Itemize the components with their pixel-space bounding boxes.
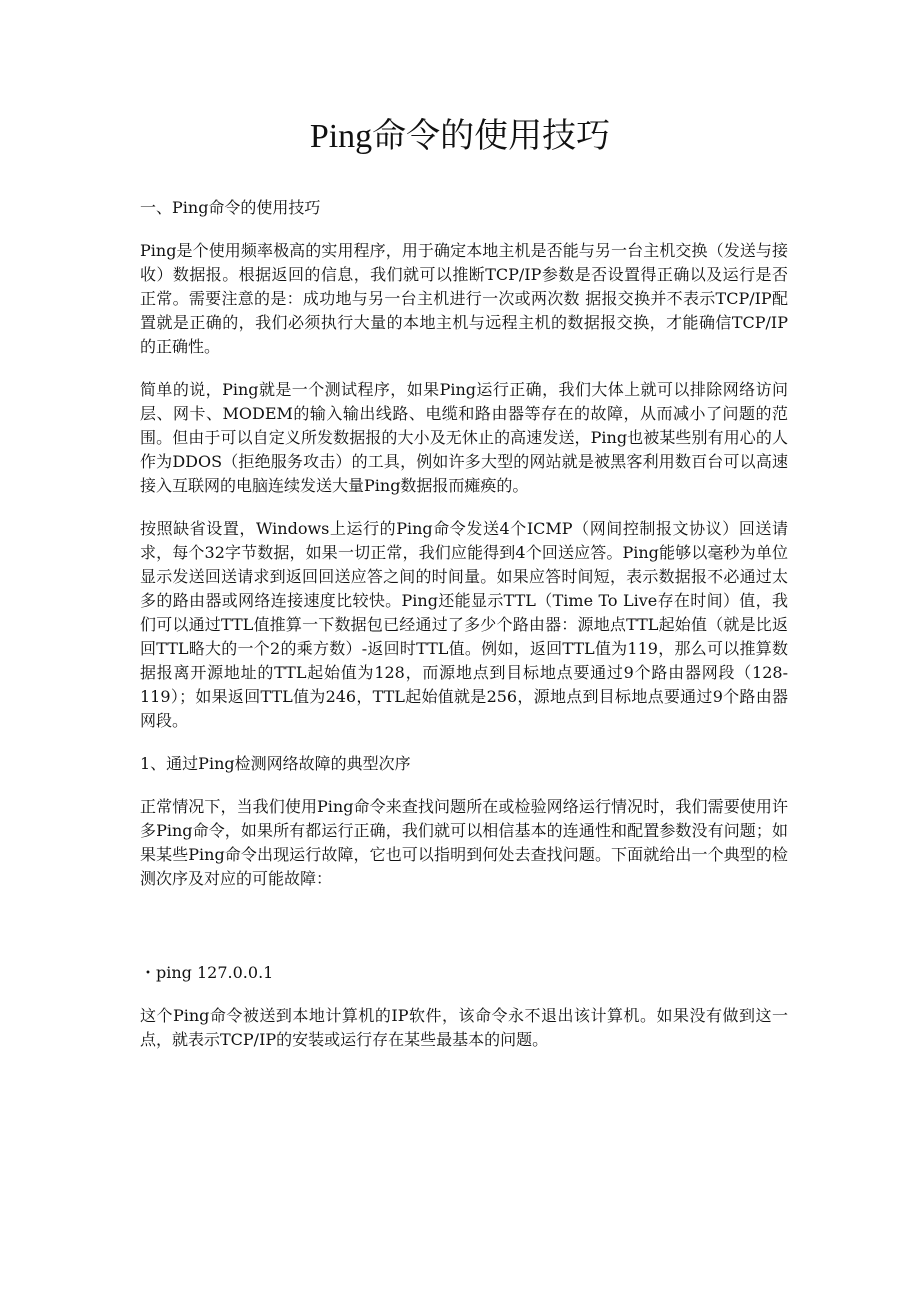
blank-spacer	[140, 910, 788, 961]
paragraph-typical-order: 正常情况下，当我们使用Ping命令来查找问题所在或检验网络运行情况时，我们需要使用许多Ping命令，如果所有都运行正确，我们就可以相信基本的连通性和配置参数没有问题；如果某些Ping命令出现运行故障，它也可以指明到何处去查找问题。下面就给出一个典型的检测次序及对应的可能故障：	[140, 797, 788, 888]
paragraph-default-settings: 按照缺省设置，Windows上运行的Ping命令发送4个ICMP（网间控制报文协议）回送请求，每个32字节数据，如果一切正常，我们应能得到4个回送应答。Ping能够以毫秒为单位显示发送回送请求到返回回送应答之间的时间量。如果应答时间短，表示数据报不必通过太多的路由器或网络连接速度比较快。Ping还能显示TTL（Time To Live存在时间）值，我们可以通过TTL值推算一下数据包已经通过了多少个路由器：源地点TTL起始值（就是比返回TTL略大的一个2的乘方数）-返回时TTL值。例如，返回TTL值为119，那么可以推算数据报离开源地址的TTL起始值为128，而源地点到目标地点要通过9个路由器网段（128-119）；如果返回TTL值为246，TTL起始值就是256，源地点到目标地点要通过9个路由器网段。	[140, 519, 788, 730]
paragraph-simple-explanation: 简单的说，Ping就是一个测试程序，如果Ping运行正确，我们大体上就可以排除网络访问层、网卡、MODEM的输入输出线路、电缆和路由器等存在的故障，从而减小了问题的范围。但由于可以自定义所发数据报的大小及无休止的高速发送，Ping也被某些别有用心的人作为DDOS（拒绝服务攻击）的工具，例如许多大型的网站就是被黑客利用数百台可以高速接入互联网的电脑连续发送大量Ping数据报而瘫痪的。	[140, 380, 788, 495]
command-item: ・ping 127.0.0.1	[140, 963, 274, 982]
subsection-heading: 1、通过Ping检测网络故障的典型次序	[140, 754, 411, 773]
paragraph-command-description: 这个Ping命令被送到本地计算机的IP软件，该命令永不退出该计算机。如果没有做到这一点，就表示TCP/IP的安装或运行存在某些最基本的问题。	[140, 1006, 788, 1049]
document-body	[140, 196, 788, 1071]
section-heading: 一、Ping命令的使用技巧	[140, 198, 321, 217]
document-title: Ping命令的使用技巧	[309, 118, 611, 155]
paragraph-intro: Ping是个使用频率极高的实用程序，用于确定本地主机是否能与另一台主机交换（发送与接收）数据报。根据返回的信息，我们就可以推断TCP/IP参数是否设置得正确以及运行是否正常。需要注意的是：成功地与另一台主机进行一次或两次数 据报交换并不表示TCP/IP配置就是正确的，我们必须执行大量的本地主机与远程主机的数据报交换，才能确信TCP/IP的正确性。	[140, 241, 788, 356]
